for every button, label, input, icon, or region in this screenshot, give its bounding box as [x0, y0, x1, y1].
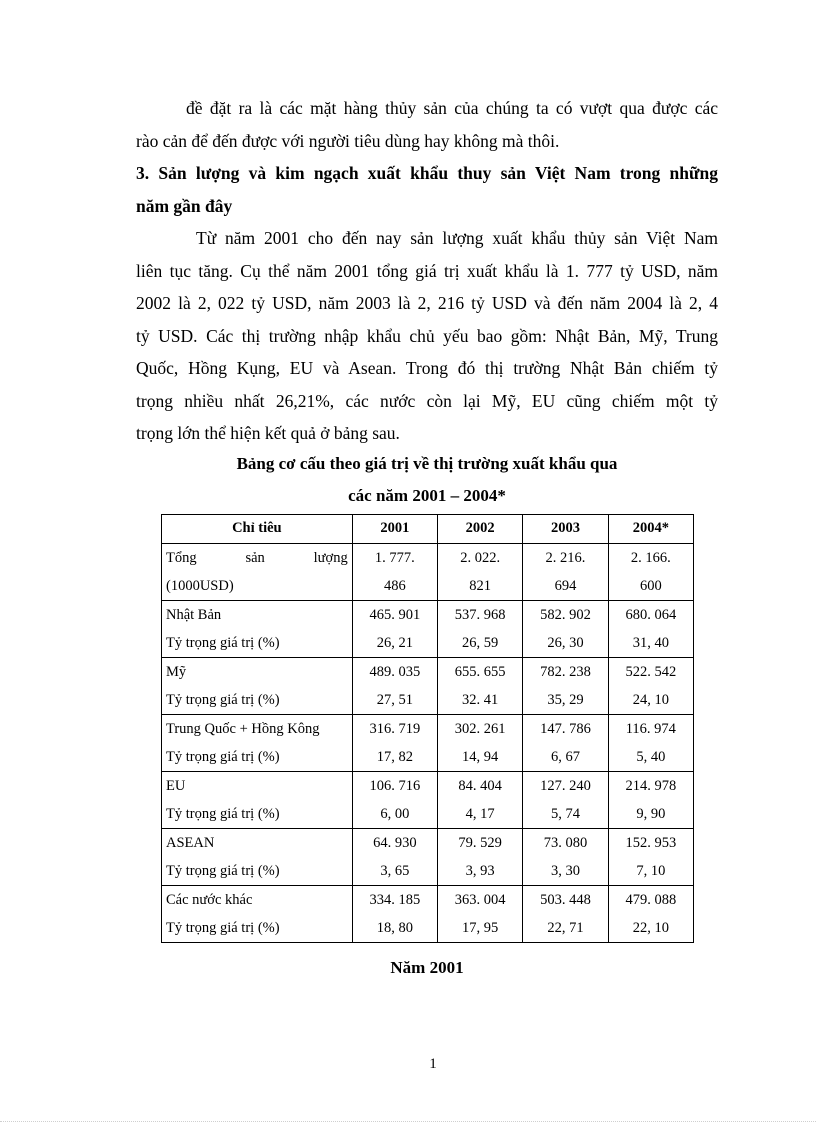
export-value: 479. 088 [625, 892, 677, 908]
cell-value [523, 886, 608, 943]
cell-value [608, 829, 693, 886]
row-label [162, 601, 353, 658]
cell-value [438, 658, 523, 715]
cell-value [438, 544, 523, 601]
share-value: 26, 30 [547, 635, 584, 651]
export-value: 316. 719 [369, 721, 421, 737]
share-value: 9, 90 [636, 806, 666, 822]
cell-value [523, 601, 608, 658]
share-value: 22, 71 [547, 920, 584, 936]
export-value: 334. 185 [369, 892, 421, 908]
paragraph-line: đề đặt ra là các mặt hàng thủy sản của chúng ta có vượt qua được các [186, 98, 718, 118]
export-value: 106. 716 [369, 778, 421, 794]
row-label [162, 829, 353, 886]
export-value: 489. 035 [369, 664, 421, 680]
share-value: 5, 40 [636, 749, 666, 765]
page-bottom-rule [0, 1121, 816, 1122]
header-indicator: Chỉ tiêu [162, 515, 353, 544]
header-year: 2003 [523, 515, 608, 544]
export-value: 782. 238 [540, 664, 591, 680]
export-value: 64. 930 [373, 835, 417, 851]
export-value: 522. 542 [625, 664, 677, 680]
paragraph-continuation [136, 92, 718, 157]
cell-value [608, 544, 693, 601]
cell-value [352, 601, 437, 658]
export-value: 503. 448 [540, 892, 591, 908]
share-label: Tỷ trọng giá trị (%) [166, 920, 280, 936]
market-name: Mỹ [166, 664, 187, 680]
cell-value [438, 772, 523, 829]
cell-value [523, 829, 608, 886]
paragraph-line: Từ năm 2001 cho đến nay sản lượng xuất khẩu thủy sản Việt Nam [196, 228, 718, 248]
export-value: 582. 902 [540, 607, 591, 623]
cell-value [608, 658, 693, 715]
table-header-row [162, 515, 694, 544]
share-value: 35, 29 [547, 692, 584, 708]
header-year: 2002 [438, 515, 523, 544]
export-value: 680. 064 [625, 607, 677, 623]
page-number: 1 [429, 1056, 437, 1072]
export-market-table [161, 514, 694, 943]
export-value: 537. 968 [454, 607, 506, 623]
export-value: 302. 261 [454, 721, 506, 737]
table-row [162, 715, 694, 772]
cell-value [523, 658, 608, 715]
share-label: Tỷ trọng giá trị (%) [166, 806, 280, 822]
row-label-bottom: (1000USD) [166, 578, 234, 594]
value-bottom: 821 [469, 578, 492, 594]
header-year: 2001 [352, 515, 437, 544]
paragraph-line: trọng lớn thể hiện kết quả ở bảng sau. [136, 423, 400, 443]
cell-value [352, 715, 437, 772]
export-value: 73. 080 [543, 835, 588, 851]
share-value: 6, 67 [550, 749, 580, 765]
share-value: 17, 82 [376, 749, 413, 765]
share-value: 6, 00 [380, 806, 410, 822]
export-value: 152. 953 [625, 835, 677, 851]
share-value: 7, 10 [636, 863, 666, 879]
market-name: ASEAN [166, 835, 215, 851]
value-bottom: 486 [383, 578, 406, 594]
paragraph-line: 2002 là 2, 022 tỷ USD, năm 2003 là 2, 216 tỷ USD và đến năm 2004 là 2, 4 [136, 293, 718, 313]
heading-line: 3. Sản lượng và kim ngạch xuất khẩu thuy sản Việt Nam trong những [136, 163, 718, 183]
cell-value [352, 886, 437, 943]
row-label [162, 886, 353, 943]
table-row [162, 658, 694, 715]
share-value: 24, 10 [632, 692, 669, 708]
table-row [162, 886, 694, 943]
cell-value [352, 772, 437, 829]
share-label: Tỷ trọng giá trị (%) [166, 749, 280, 765]
market-name: Nhật Bản [166, 607, 222, 623]
export-value: 84. 404 [458, 778, 502, 794]
value-top: 2. 022. [460, 550, 501, 566]
share-value: 17, 95 [462, 920, 499, 936]
paragraph-line: tỷ USD. Các thị trường nhập khẩu chủ yếu bao gồm: Nhật Bản, Mỹ, Trung [136, 325, 718, 346]
paragraph-export-growth [136, 222, 718, 450]
section-heading [136, 157, 718, 222]
share-value: 3, 65 [380, 863, 410, 879]
paragraph-line: trọng nhiều nhất 26,21%, các nước còn lại Mỹ, EU cũng chiếm một tỷ [136, 390, 718, 411]
row-label [162, 772, 353, 829]
value-top: 2. 166. [630, 550, 671, 566]
cell-value [438, 715, 523, 772]
cell-value [352, 544, 437, 601]
cell-value [608, 601, 693, 658]
share-label: Tỷ trọng giá trị (%) [166, 692, 280, 708]
value-bottom: 694 [554, 578, 577, 594]
table-caption-years: các năm 2001 – 2004* [348, 486, 506, 505]
table-row [162, 601, 694, 658]
export-value: 147. 786 [540, 721, 591, 737]
row-label [162, 658, 353, 715]
share-value: 18, 80 [376, 920, 413, 936]
export-value: 363. 004 [454, 892, 506, 908]
share-value: 26, 21 [376, 635, 413, 651]
chart-year-caption: Năm 2001 [390, 958, 464, 977]
value-bottom: 600 [639, 578, 662, 594]
export-value: 127. 240 [540, 778, 591, 794]
paragraph-line: liên tục tăng. Cụ thể năm 2001 tổng giá trị xuất khẩu là 1. 777 tỷ USD, năm [136, 260, 718, 281]
share-value: 31, 40 [632, 635, 669, 651]
cell-value [608, 715, 693, 772]
share-value: 3, 30 [550, 863, 580, 879]
value-top: 2. 216. [545, 550, 586, 566]
cell-value [608, 772, 693, 829]
table-row [162, 772, 694, 829]
export-value: 214. 978 [625, 778, 677, 794]
cell-value [523, 772, 608, 829]
cell-value [352, 658, 437, 715]
table-row-total [162, 544, 694, 601]
cell-value [438, 829, 523, 886]
table-row [162, 829, 694, 886]
share-value: 14, 94 [462, 749, 499, 765]
export-value: 655. 655 [454, 664, 506, 680]
export-value: 465. 901 [369, 607, 421, 623]
paragraph-line: Quốc, Hồng Kụng, EU và Asean. Trong đó thị trường Nhật Bản chiếm tỷ [136, 358, 718, 378]
market-name: Trung Quốc + Hồng Kông [166, 721, 320, 737]
cell-value [608, 886, 693, 943]
cell-value [523, 715, 608, 772]
cell-value [352, 829, 437, 886]
cell-value [438, 886, 523, 943]
market-name: EU [166, 778, 186, 794]
row-label-top: Tổng sản lượng [166, 550, 348, 566]
share-value: 4, 17 [465, 806, 495, 822]
paragraph-line: rào cản để đến được với người tiêu dùng hay không mà thôi. [136, 130, 560, 151]
share-value: 5, 74 [550, 806, 580, 822]
row-label [162, 544, 353, 601]
export-value: 79. 529 [458, 835, 502, 851]
cell-value [523, 544, 608, 601]
share-value: 3, 93 [465, 863, 495, 879]
share-label: Tỷ trọng giá trị (%) [166, 635, 280, 651]
header-year: 2004* [608, 515, 693, 544]
share-value: 32. 41 [462, 692, 499, 708]
share-value: 26, 59 [462, 635, 499, 651]
share-value: 22, 10 [632, 920, 669, 936]
row-label [162, 715, 353, 772]
market-name: Các nước khác [166, 892, 253, 908]
export-value: 116. 974 [625, 721, 676, 737]
value-top: 1. 777. [374, 550, 415, 566]
table-caption: Bảng cơ cấu theo giá trị về thị trường xuất khẩu qua [236, 454, 618, 473]
heading-line: năm gần đây [136, 195, 233, 216]
share-label: Tỷ trọng giá trị (%) [166, 863, 280, 879]
share-value: 27, 51 [376, 692, 413, 708]
cell-value [438, 601, 523, 658]
